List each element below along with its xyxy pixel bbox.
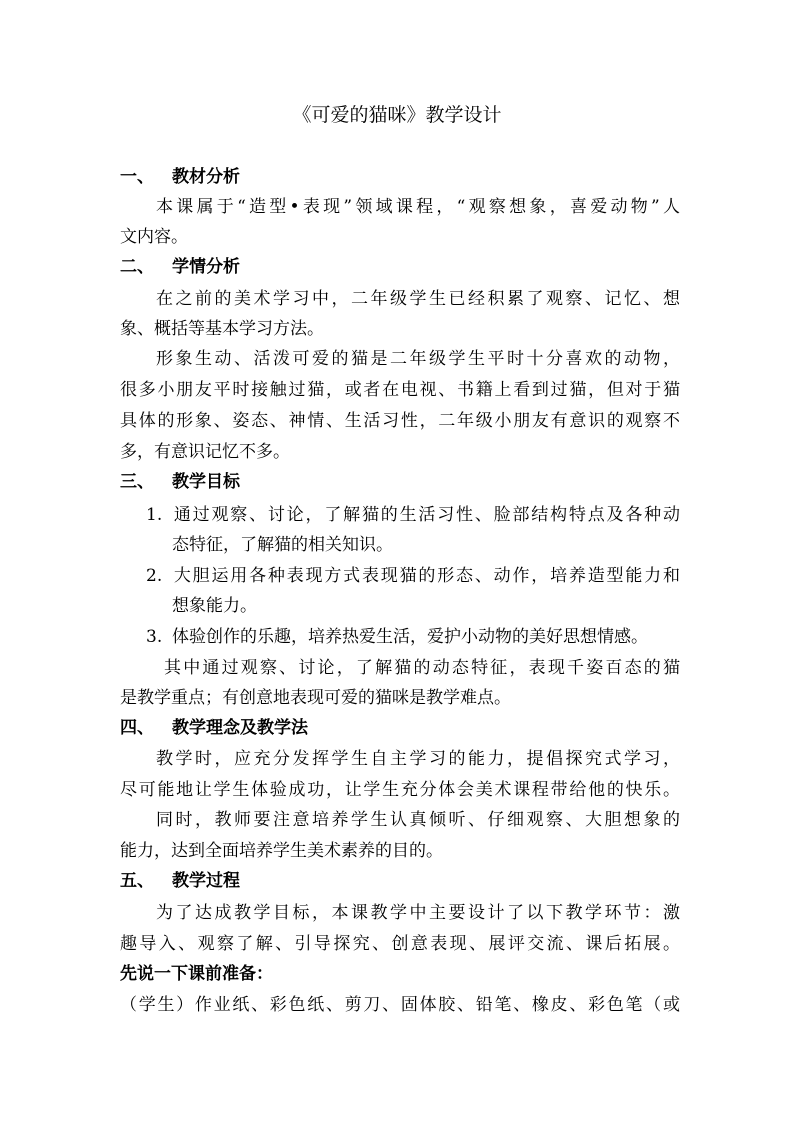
section-heading-1: 一、 教材分析 [120,167,240,187]
section-heading-5: 五、 教学过程 [120,871,240,891]
section-heading-4: 四、 教学理念及教学法 [120,718,308,738]
paragraph-line: 文内容。 [120,227,188,247]
paragraph-line: （学生）作业纸、彩色纸、剪刀、固体胶、铅笔、橡皮、彩色笔（或 [120,995,680,1015]
list-item-continuation: 想象能力。 [172,596,257,616]
paragraph-line: 其中通过观察、讨论，了解猫的动态特征，表现千姿百态的猫 [164,658,680,678]
section-heading-3: 三、 教学目标 [120,472,240,492]
paragraph-line: 在之前的美术学习中，二年级学生已经积累了观察、记忆、想 [156,289,680,309]
paragraph-line: 本课属于“造型•表现”领域课程，“观察想象，喜爱动物”人 [156,197,680,217]
page-title: 《可爱的猫咪》教学设计 [292,104,502,126]
paragraph-line: 尽可能地让学生体验成功，让学生充分体会美术课程带给他的快乐。 [120,780,680,800]
paragraph-line: 趣导入、观察了解、引导探究、创意表现、展评交流、课后拓展。 [120,934,680,954]
paragraph-line: 教学时，应充分发挥学生自主学习的能力，提倡探究式学习， [156,749,680,769]
list-item: 2. 大胆运用各种表现方式表现猫的形态、动作，培养造型能力和 [146,566,680,586]
list-item: 3. 体验创作的乐趣，培养热爱生活，爱护小动物的美好思想情感。 [146,627,648,647]
paragraph-line: 同时，教师要注意培养学生认真倾听、仔细观察、大胆想象的 [156,810,680,830]
paragraph-line: 很多小朋友平时接触过猫，或者在电视、书籍上看到过猫，但对于猫 [120,380,680,400]
paragraph-line: 具体的形象、姿态、神情、生活习性，二年级小朋友有意识的观察不 [120,411,680,431]
paragraph-line: 能力，达到全面培养学生美术素养的目的。 [120,841,443,861]
paragraph-line: 为了达成教学目标，本课教学中主要设计了以下教学环节：激 [156,903,680,923]
list-item: 1. 通过观察、讨论，了解猫的生活习性、脸部结构特点及各种动 [146,505,680,525]
paragraph-line: 多，有意识记忆不多。 [120,442,290,462]
paragraph-line: 是教学重点；有创意地表现可爱的猫咪是教学难点。 [120,688,511,708]
paragraph-line: 象、概括等基本学习方法。 [120,319,324,339]
prep-heading: 先说一下课前准备： [120,964,273,984]
paragraph-line: 形象生动、活泼可爱的猫是二年级学生平时十分喜欢的动物， [156,349,680,369]
section-heading-2: 二、 学情分析 [120,257,240,277]
list-item-continuation: 态特征，了解猫的相关知识。 [172,535,393,555]
